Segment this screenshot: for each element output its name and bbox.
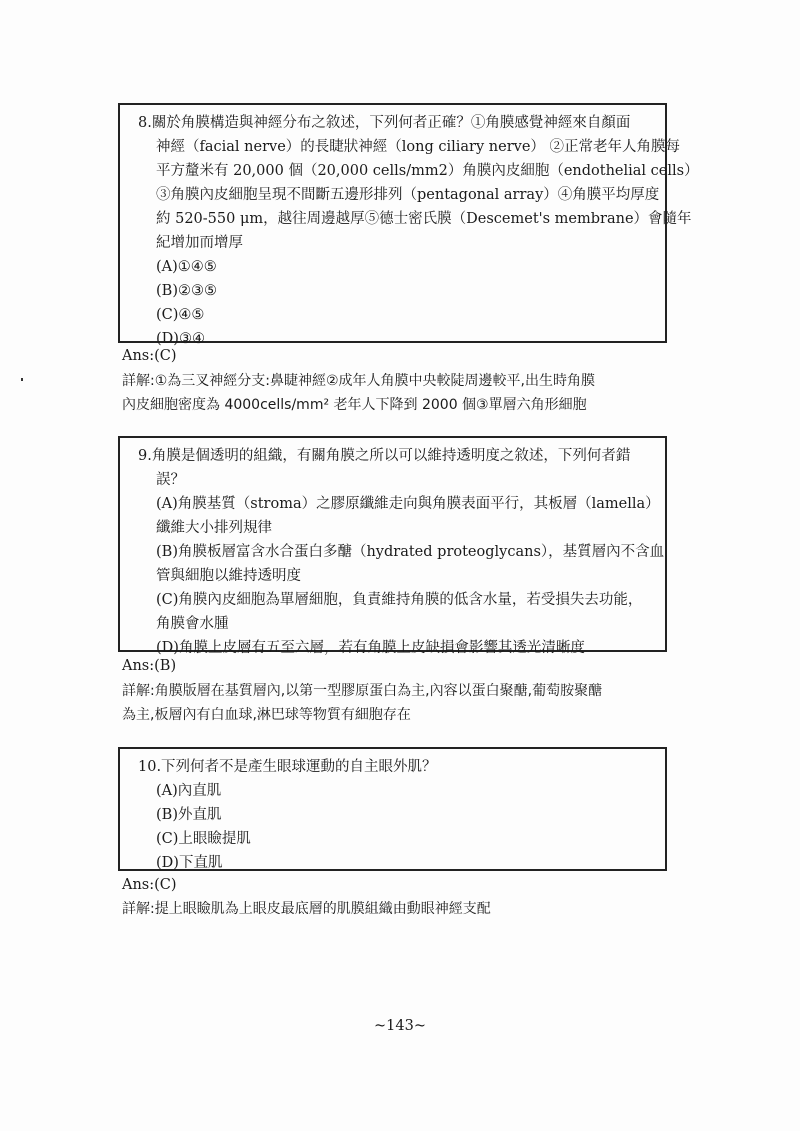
explanation-line: 詳解:提上眼瞼肌為上眼皮最底層的肌膜組織由動眼神經支配 (122, 901, 491, 917)
question-stem-line: ③角膜內皮細胞呈現不間斷五邊形排列（pentagonal array）④角膜平均厚度 (156, 187, 660, 203)
option-a: (A)①④⑤ (156, 259, 217, 275)
explanation-line: 詳解:角膜版層在基質層內,以第一型膠原蛋白為主,內容以蛋白聚醣,葡萄胺聚醣 (122, 683, 603, 699)
option-c-cont: 角膜會水腫 (156, 616, 229, 632)
question-stem-line: 8.關於角膜構造與神經分布之敘述，下列何者正確？①角膜感覺神經來自顏面 (138, 115, 631, 131)
explanation-10 (122, 897, 682, 921)
option-d: (D)下直肌 (156, 855, 223, 871)
scan-mark (21, 378, 23, 381)
option-a-cont: 纖維大小排列規律 (156, 520, 272, 536)
page-number: ~143~ (374, 1018, 426, 1034)
explanation-8 (122, 369, 682, 417)
question-stem-line: 神經（facial nerve）的長睫狀神經（long ciliary nerve） ②正常老年人角膜每 (156, 139, 681, 155)
question-10-box (118, 747, 667, 871)
question-stem-line: 平方釐米有 20,000 個（20,000 cells/mm2）角膜內皮細胞（endothelial cells） (156, 163, 699, 179)
option-a: (A)內直肌 (156, 783, 222, 799)
option-d: (D)角膜上皮層有五至六層，若有角膜上皮缺損會影響其透光清晰度 (156, 640, 585, 656)
option-b-cont: 管與細胞以維持透明度 (156, 568, 301, 584)
answer-9: Ans:(B) (122, 658, 177, 674)
explanation-line: 內皮細胞密度為 4000cells/mm² 老年人下降到 2000 個③單層六角形細胞 (122, 397, 587, 413)
question-9-box (118, 436, 667, 656)
question-stem-line: 紀增加而增厚 (156, 235, 243, 251)
option-a: (A)角膜基質（stroma）之膠原纖維走向與角膜表面平行，其板層（lamella） (156, 496, 660, 512)
option-b: (B)外直肌 (156, 807, 222, 823)
option-c: (C)角膜內皮細胞為單層細胞，負責維持角膜的低含水量，若受損失去功能， (156, 592, 643, 608)
question-8-box (118, 103, 699, 347)
option-c: (C)上眼瞼提肌 (156, 831, 251, 847)
question-stem-line: 誤？ (156, 472, 185, 488)
option-b: (B)角膜板層富含水合蛋白多醣（hydrated proteoglycans），基質層內不含血 (156, 544, 665, 560)
question-stem-line: 10.下列何者不是產生眼球運動的自主眼外肌？ (138, 759, 437, 775)
option-b: (B)②③⑤ (156, 283, 217, 299)
question-stem-line: 約 520-550 μm，越往周邊越厚⑤德士密氏膜（Descemet's membrane）會隨年 (156, 211, 692, 227)
option-c: (C)④⑤ (156, 307, 205, 323)
explanation-9 (122, 679, 682, 727)
question-stem-line: 9.角膜是個透明的組織，有關角膜之所以可以維持透明度之敘述，下列何者錯 (138, 448, 631, 464)
answer-8: Ans:(C) (122, 348, 177, 364)
explanation-line: 詳解:①為三叉神經分支:鼻睫神經②成年人角膜中央較陡周邊較平,出生時角膜 (122, 373, 595, 389)
explanation-line: 為主,板層內有白血球,淋巴球等物質有細胞存在 (122, 707, 411, 723)
answer-10: Ans:(C) (122, 877, 177, 893)
option-d: (D)③④ (156, 331, 205, 347)
